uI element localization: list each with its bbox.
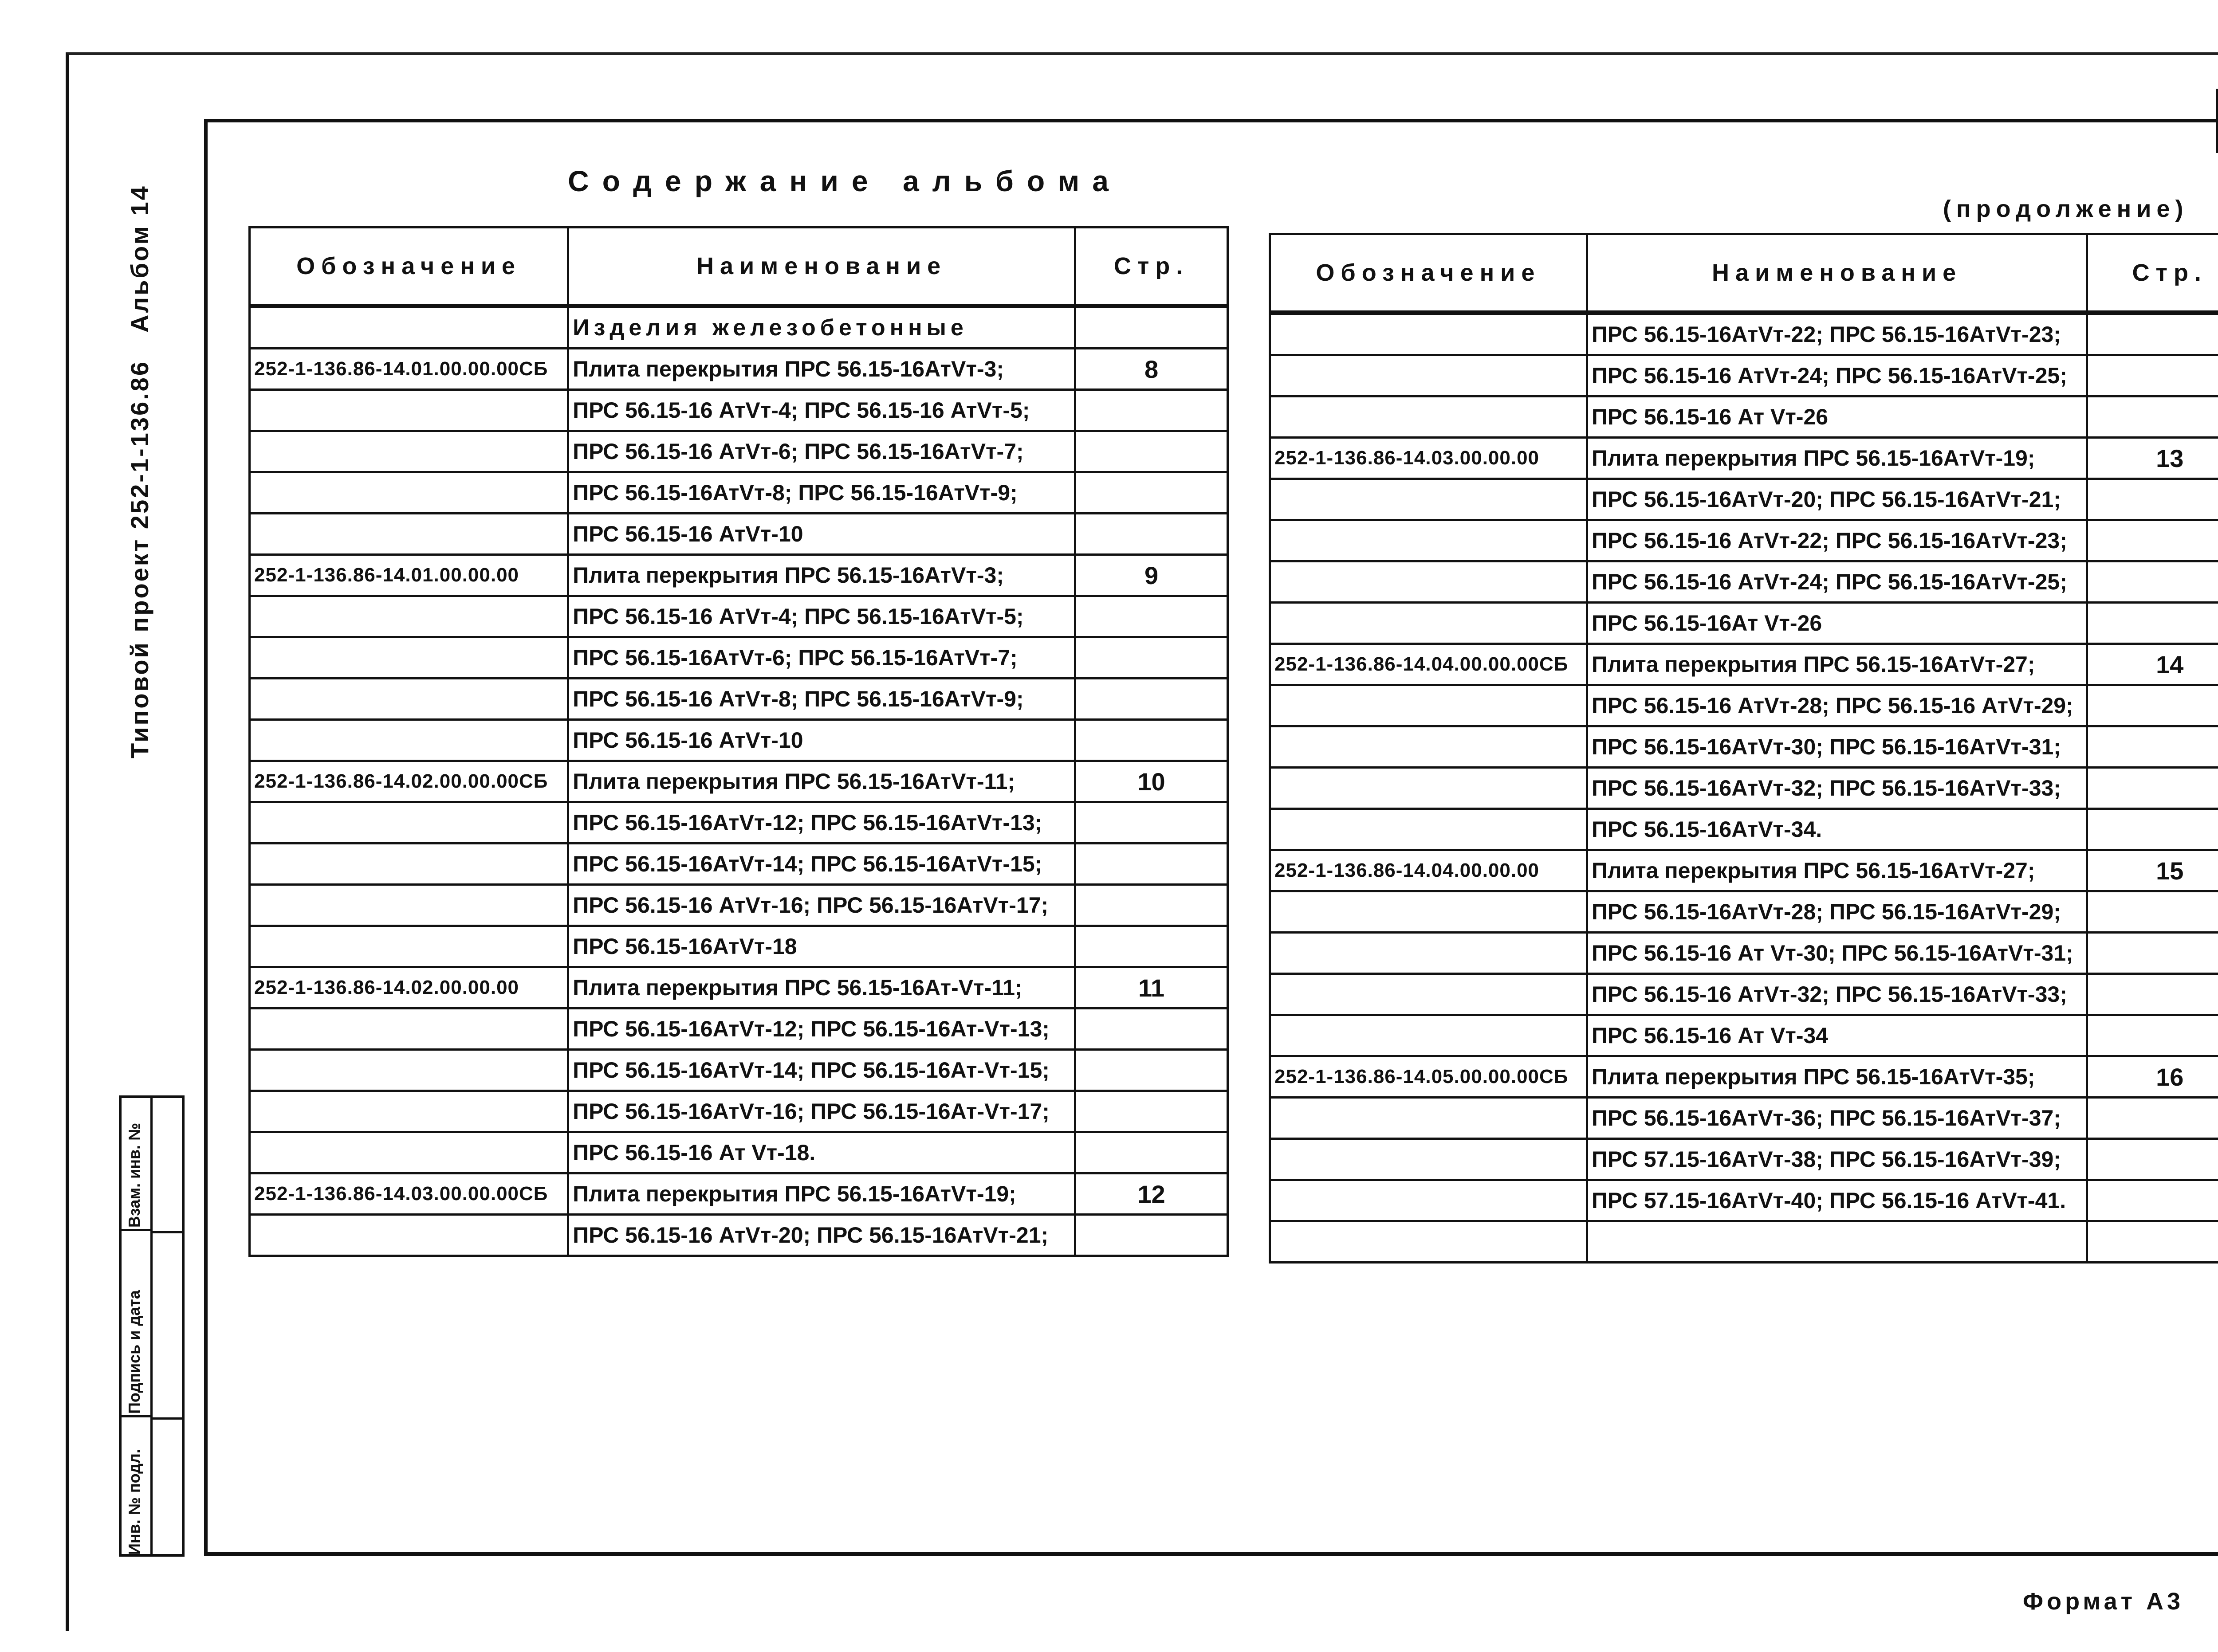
contents-table-left — [248, 226, 1229, 1257]
table-row — [250, 802, 1228, 844]
page-cell — [2087, 891, 2218, 933]
designation-cell — [250, 596, 568, 637]
table-row — [1270, 479, 2218, 520]
name-cell: ПРС 56.15-16 Ат Vт-30; ПРС 56.15-16АтVт-31; — [1587, 933, 2087, 974]
name-cell: ПРС 56.15-16АтVт-20; ПРС 56.15-16АтVт-21; — [1587, 479, 2087, 520]
continued-label: (продолжение) — [1943, 196, 2189, 222]
designation-header: Обозначение — [250, 228, 568, 306]
page-cell: 13 — [2087, 438, 2218, 479]
table-row — [1270, 685, 2218, 726]
designation-cell — [1270, 396, 1587, 438]
name-cell: Плита перекрытия ПРС 56.15-16АтVт-3; — [568, 555, 1075, 596]
designation-cell: 252-1-136.86-14.02.00.00.00 — [250, 967, 568, 1008]
table-row — [1270, 1098, 2218, 1139]
page-cell: 9 — [1075, 555, 1228, 596]
page-cell — [1075, 1215, 1228, 1256]
table-row — [250, 926, 1228, 967]
page-cell — [2087, 396, 2218, 438]
name-cell: Плита перекрытия ПРС 56.15-16АтVт-11; — [568, 761, 1075, 802]
name-cell: Плита перекрытия ПРС 56.15-16Ат-Vт-11; — [568, 967, 1075, 1008]
designation-cell — [250, 472, 568, 514]
designation-cell — [250, 637, 568, 679]
table-row — [250, 306, 1228, 349]
table-row — [250, 1091, 1228, 1132]
name-cell: Плита перекрытия ПРС 56.15-16АтVт-27; — [1587, 850, 2087, 891]
stamp-label-replacement: Взам. инв. № — [125, 1122, 143, 1228]
designation-cell — [250, 679, 568, 720]
table-row — [250, 1050, 1228, 1091]
name-cell: ПРС 56.15-16АтVт-36; ПРС 56.15-16АтVт-37; — [1587, 1098, 2087, 1139]
page-cell — [1075, 596, 1228, 637]
designation-cell: 252-1-136.86-14.01.00.00.00СБ — [250, 349, 568, 390]
page-cell — [1075, 390, 1228, 431]
name-cell: ПРС 56.15-16 АтVт-8; ПРС 56.15-16АтVт-9; — [568, 679, 1075, 720]
name-cell: ПРС 56.15-16 АтVт-6; ПРС 56.15-16АтVт-7; — [568, 431, 1075, 472]
page-cell: 10 — [1075, 761, 1228, 802]
page-cell — [1075, 844, 1228, 885]
page-header: Стр. — [1075, 228, 1228, 306]
designation-cell — [1270, 1180, 1587, 1221]
name-cell: ПРС 56.15-16 АтVт-20; ПРС 56.15-16АтVт-21; — [568, 1215, 1075, 1256]
designation-cell: 252-1-136.86-14.04.00.00.00 — [1270, 850, 1587, 891]
sheet-number — [2216, 89, 2218, 153]
page-cell — [2087, 520, 2218, 561]
designation-cell — [1270, 479, 1587, 520]
table-row — [250, 555, 1228, 596]
name-cell: ПРС 56.15-16 Ат Vт-26 — [1587, 396, 2087, 438]
page-cell — [2087, 603, 2218, 644]
page-cell — [1075, 637, 1228, 679]
table-row — [250, 1132, 1228, 1173]
page-cell — [1075, 679, 1228, 720]
designation-cell — [250, 844, 568, 885]
table-row — [250, 679, 1228, 720]
name-cell: ПРС 56.15-16 АтVт-32; ПРС 56.15-16АтVт-33; — [1587, 974, 2087, 1015]
table-row — [1270, 768, 2218, 809]
table-row — [250, 514, 1228, 555]
page-cell — [2087, 561, 2218, 603]
table-header-row — [1270, 234, 2218, 313]
name-cell: ПРС 56.15-16Ат Vт-26 — [1587, 603, 2087, 644]
page-header: Стр. — [2087, 234, 2218, 313]
designation-cell: 252-1-136.86-14.04.00.00.00СБ — [1270, 644, 1587, 685]
page-cell — [2087, 726, 2218, 768]
name-cell: ПРС 56.15-16 АтVт-28; ПРС 56.15-16 АтVт-29; — [1587, 685, 2087, 726]
page-cell — [1075, 1132, 1228, 1173]
designation-cell — [1270, 520, 1587, 561]
table-row — [250, 431, 1228, 472]
project-label: Типовой проект 252-1-136.86 — [126, 360, 153, 758]
name-cell — [1587, 1221, 2087, 1263]
contents-table-right — [1269, 233, 2218, 1264]
page-cell — [1075, 472, 1228, 514]
table-row — [1270, 603, 2218, 644]
name-cell: Плита перекрытия ПРС 56.15-16АтVт-35; — [1587, 1056, 2087, 1098]
page-cell — [1075, 802, 1228, 844]
name-cell: Плита перекрытия ПРС 56.15-16АтVт-27; — [1587, 644, 2087, 685]
designation-cell — [250, 885, 568, 926]
name-header: Наименование — [1587, 234, 2087, 313]
table-row — [1270, 809, 2218, 850]
table-row — [1270, 1221, 2218, 1263]
table-row — [1270, 644, 2218, 685]
designation-cell — [1270, 974, 1587, 1015]
designation-cell — [250, 926, 568, 967]
designation-cell: 252-1-136.86-14.02.00.00.00СБ — [250, 761, 568, 802]
designation-cell — [1270, 933, 1587, 974]
table-row — [250, 1008, 1228, 1050]
name-header: Наименование — [568, 228, 1075, 306]
designation-cell — [250, 306, 568, 349]
name-cell: ПРС 56.15-16 АтVт-16; ПРС 56.15-16АтVт-17; — [568, 885, 1075, 926]
page-cell — [2087, 355, 2218, 396]
table-row — [250, 596, 1228, 637]
designation-cell — [1270, 1015, 1587, 1056]
table-row — [250, 720, 1228, 761]
name-cell: ПРС 56.15-16АтVт-22; ПРС 56.15-16АтVт-23; — [1587, 313, 2087, 355]
name-cell: ПРС 56.15-16АтVт-14; ПРС 56.15-16Ат-Vт-15; — [568, 1050, 1075, 1091]
name-cell: ПРС 56.15-16АтVт-30; ПРС 56.15-16АтVт-31; — [1587, 726, 2087, 768]
designation-cell — [1270, 561, 1587, 603]
side-title-block — [125, 84, 178, 758]
table-row — [1270, 520, 2218, 561]
page-cell — [1075, 926, 1228, 967]
name-cell: ПРС 56.15-16 Ат Vт-34 — [1587, 1015, 2087, 1056]
table-row — [1270, 355, 2218, 396]
page-cell: 16 — [2087, 1056, 2218, 1098]
designation-cell: 252-1-136.86-14.01.00.00.00 — [250, 555, 568, 596]
designation-cell — [1270, 355, 1587, 396]
name-cell: ПРС 56.15-16 АтVт-24; ПРС 56.15-16АтVт-25; — [1587, 561, 2087, 603]
table-row — [1270, 974, 2218, 1015]
name-cell: ПРС 56.15-16 Ат Vт-18. — [568, 1132, 1075, 1173]
name-cell: ПРС 56.15-16 АтVт-22; ПРС 56.15-16АтVт-23; — [1587, 520, 2087, 561]
name-cell: ПРС 56.15-16АтVт-16; ПРС 56.15-16Ат-Vт-17; — [568, 1091, 1075, 1132]
name-cell: ПРС 56.15-16АтVт-34. — [1587, 809, 2087, 850]
page-cell — [2087, 1098, 2218, 1139]
designation-cell — [250, 431, 568, 472]
designation-header: Обозначение — [1270, 234, 1587, 313]
table-row — [250, 967, 1228, 1008]
table-row — [1270, 1015, 2218, 1056]
page-cell — [2087, 974, 2218, 1015]
name-cell: ПРС 56.15-16АтVт-12; ПРС 56.15-16Ат-Vт-13; — [568, 1008, 1075, 1050]
page-cell — [2087, 809, 2218, 850]
designation-cell — [1270, 768, 1587, 809]
name-cell: ПРС 56.15-16 АтVт-4; ПРС 56.15-16АтVт-5; — [568, 596, 1075, 637]
name-cell: Плита перекрытия ПРС 56.15-16АтVт-19; — [568, 1173, 1075, 1215]
designation-cell — [1270, 313, 1587, 355]
designation-cell — [250, 1132, 568, 1173]
designation-cell — [250, 720, 568, 761]
table-row — [1270, 438, 2218, 479]
name-cell: Плита перекрытия ПРС 56.15-16АтVт-19; — [1587, 438, 2087, 479]
stamp-label-inventory: Инв. № подл. — [125, 1449, 143, 1555]
stamp-label-signature: Подпись и дата — [125, 1290, 143, 1414]
page-cell — [1075, 431, 1228, 472]
name-cell: ПРС 56.15-16АтVт-6; ПРС 56.15-16АтVт-7; — [568, 637, 1075, 679]
name-cell: ПРС 56.15-16 АтVт-4; ПРС 56.15-16 АтVт-5; — [568, 390, 1075, 431]
name-cell: ПРС 56.15-16АтVт-8; ПРС 56.15-16АтVт-9; — [568, 472, 1075, 514]
table-row — [250, 349, 1228, 390]
name-cell: ПРС 57.15-16АтVт-38; ПРС 56.15-16АтVт-39; — [1587, 1139, 2087, 1180]
designation-cell — [1270, 603, 1587, 644]
page-cell — [2087, 313, 2218, 355]
designation-cell — [1270, 1098, 1587, 1139]
name-cell: ПРС 56.15-16АтVт-32; ПРС 56.15-16АтVт-33; — [1587, 768, 2087, 809]
format-label: Формат А3 — [2023, 1588, 2184, 1615]
album-label: Альбом 14 — [126, 184, 153, 333]
approval-stamp — [119, 1095, 185, 1557]
name-cell: ПРС 56.15-16 АтVт-24; ПРС 56.15-16АтVт-25; — [1587, 355, 2087, 396]
name-cell: ПРС 56.15-16АтVт-12; ПРС 56.15-16АтVт-13; — [568, 802, 1075, 844]
page-cell — [2087, 685, 2218, 726]
table-row — [1270, 891, 2218, 933]
table-row — [1270, 561, 2218, 603]
table-row — [250, 761, 1228, 802]
page-cell: 14 — [2087, 644, 2218, 685]
table-row — [250, 885, 1228, 926]
table-row — [1270, 396, 2218, 438]
page-cell — [1075, 306, 1228, 349]
table-row — [1270, 1056, 2218, 1098]
designation-cell — [1270, 726, 1587, 768]
table-row — [250, 844, 1228, 885]
name-cell: Плита перекрытия ПРС 56.15-16АтVт-3; — [568, 349, 1075, 390]
designation-cell — [1270, 891, 1587, 933]
designation-cell — [250, 1050, 568, 1091]
page-cell: 8 — [1075, 349, 1228, 390]
page-cell — [1075, 1008, 1228, 1050]
designation-cell — [250, 1215, 568, 1256]
designation-cell — [250, 1008, 568, 1050]
page-cell — [1075, 720, 1228, 761]
page-cell — [2087, 1139, 2218, 1180]
designation-cell — [1270, 685, 1587, 726]
stamp-label-column — [122, 1098, 153, 1554]
page-cell — [2087, 768, 2218, 809]
designation-cell: 252-1-136.86-14.03.00.00.00 — [1270, 438, 1587, 479]
designation-cell: 252-1-136.86-14.03.00.00.00СБ — [250, 1173, 568, 1215]
designation-cell — [250, 514, 568, 555]
page-cell — [1075, 514, 1228, 555]
table-row — [250, 390, 1228, 431]
designation-cell — [250, 802, 568, 844]
page-cell — [2087, 1221, 2218, 1263]
name-cell: ПРС 56.15-16АтVт-14; ПРС 56.15-16АтVт-15; — [568, 844, 1075, 885]
designation-cell: 252-1-136.86-14.05.00.00.00СБ — [1270, 1056, 1587, 1098]
page-title: Содержание альбома — [568, 165, 1122, 197]
name-cell: ПРС 56.15-16АтVт-18 — [568, 926, 1075, 967]
table-row — [1270, 726, 2218, 768]
page-cell — [2087, 479, 2218, 520]
name-cell: Изделия железобетонные — [568, 306, 1075, 349]
designation-cell — [250, 1091, 568, 1132]
page-cell — [1075, 885, 1228, 926]
table-row — [1270, 1139, 2218, 1180]
name-cell: ПРС 56.15-16 АтVт-10 — [568, 514, 1075, 555]
page-cell — [1075, 1091, 1228, 1132]
page-cell: 12 — [1075, 1173, 1228, 1215]
table-row — [250, 1215, 1228, 1256]
designation-cell — [1270, 1221, 1587, 1263]
name-cell: ПРС 56.15-16АтVт-28; ПРС 56.15-16АтVт-29; — [1587, 891, 2087, 933]
table-row — [1270, 313, 2218, 355]
table-row — [250, 1173, 1228, 1215]
page-cell — [2087, 1180, 2218, 1221]
page-cell: 15 — [2087, 850, 2218, 891]
page-cell: 11 — [1075, 967, 1228, 1008]
table-row — [1270, 1180, 2218, 1221]
table-row — [1270, 850, 2218, 891]
table-header-row — [250, 228, 1228, 306]
designation-cell — [1270, 809, 1587, 850]
name-cell: ПРС 57.15-16АтVт-40; ПРС 56.15-16 АтVт-41. — [1587, 1180, 2087, 1221]
table-row — [250, 637, 1228, 679]
page-cell — [2087, 933, 2218, 974]
designation-cell — [1270, 1139, 1587, 1180]
page-cell — [1075, 1050, 1228, 1091]
table-row — [250, 472, 1228, 514]
page-cell — [2087, 1015, 2218, 1056]
designation-cell — [250, 390, 568, 431]
table-row — [1270, 933, 2218, 974]
name-cell: ПРС 56.15-16 АтVт-10 — [568, 720, 1075, 761]
